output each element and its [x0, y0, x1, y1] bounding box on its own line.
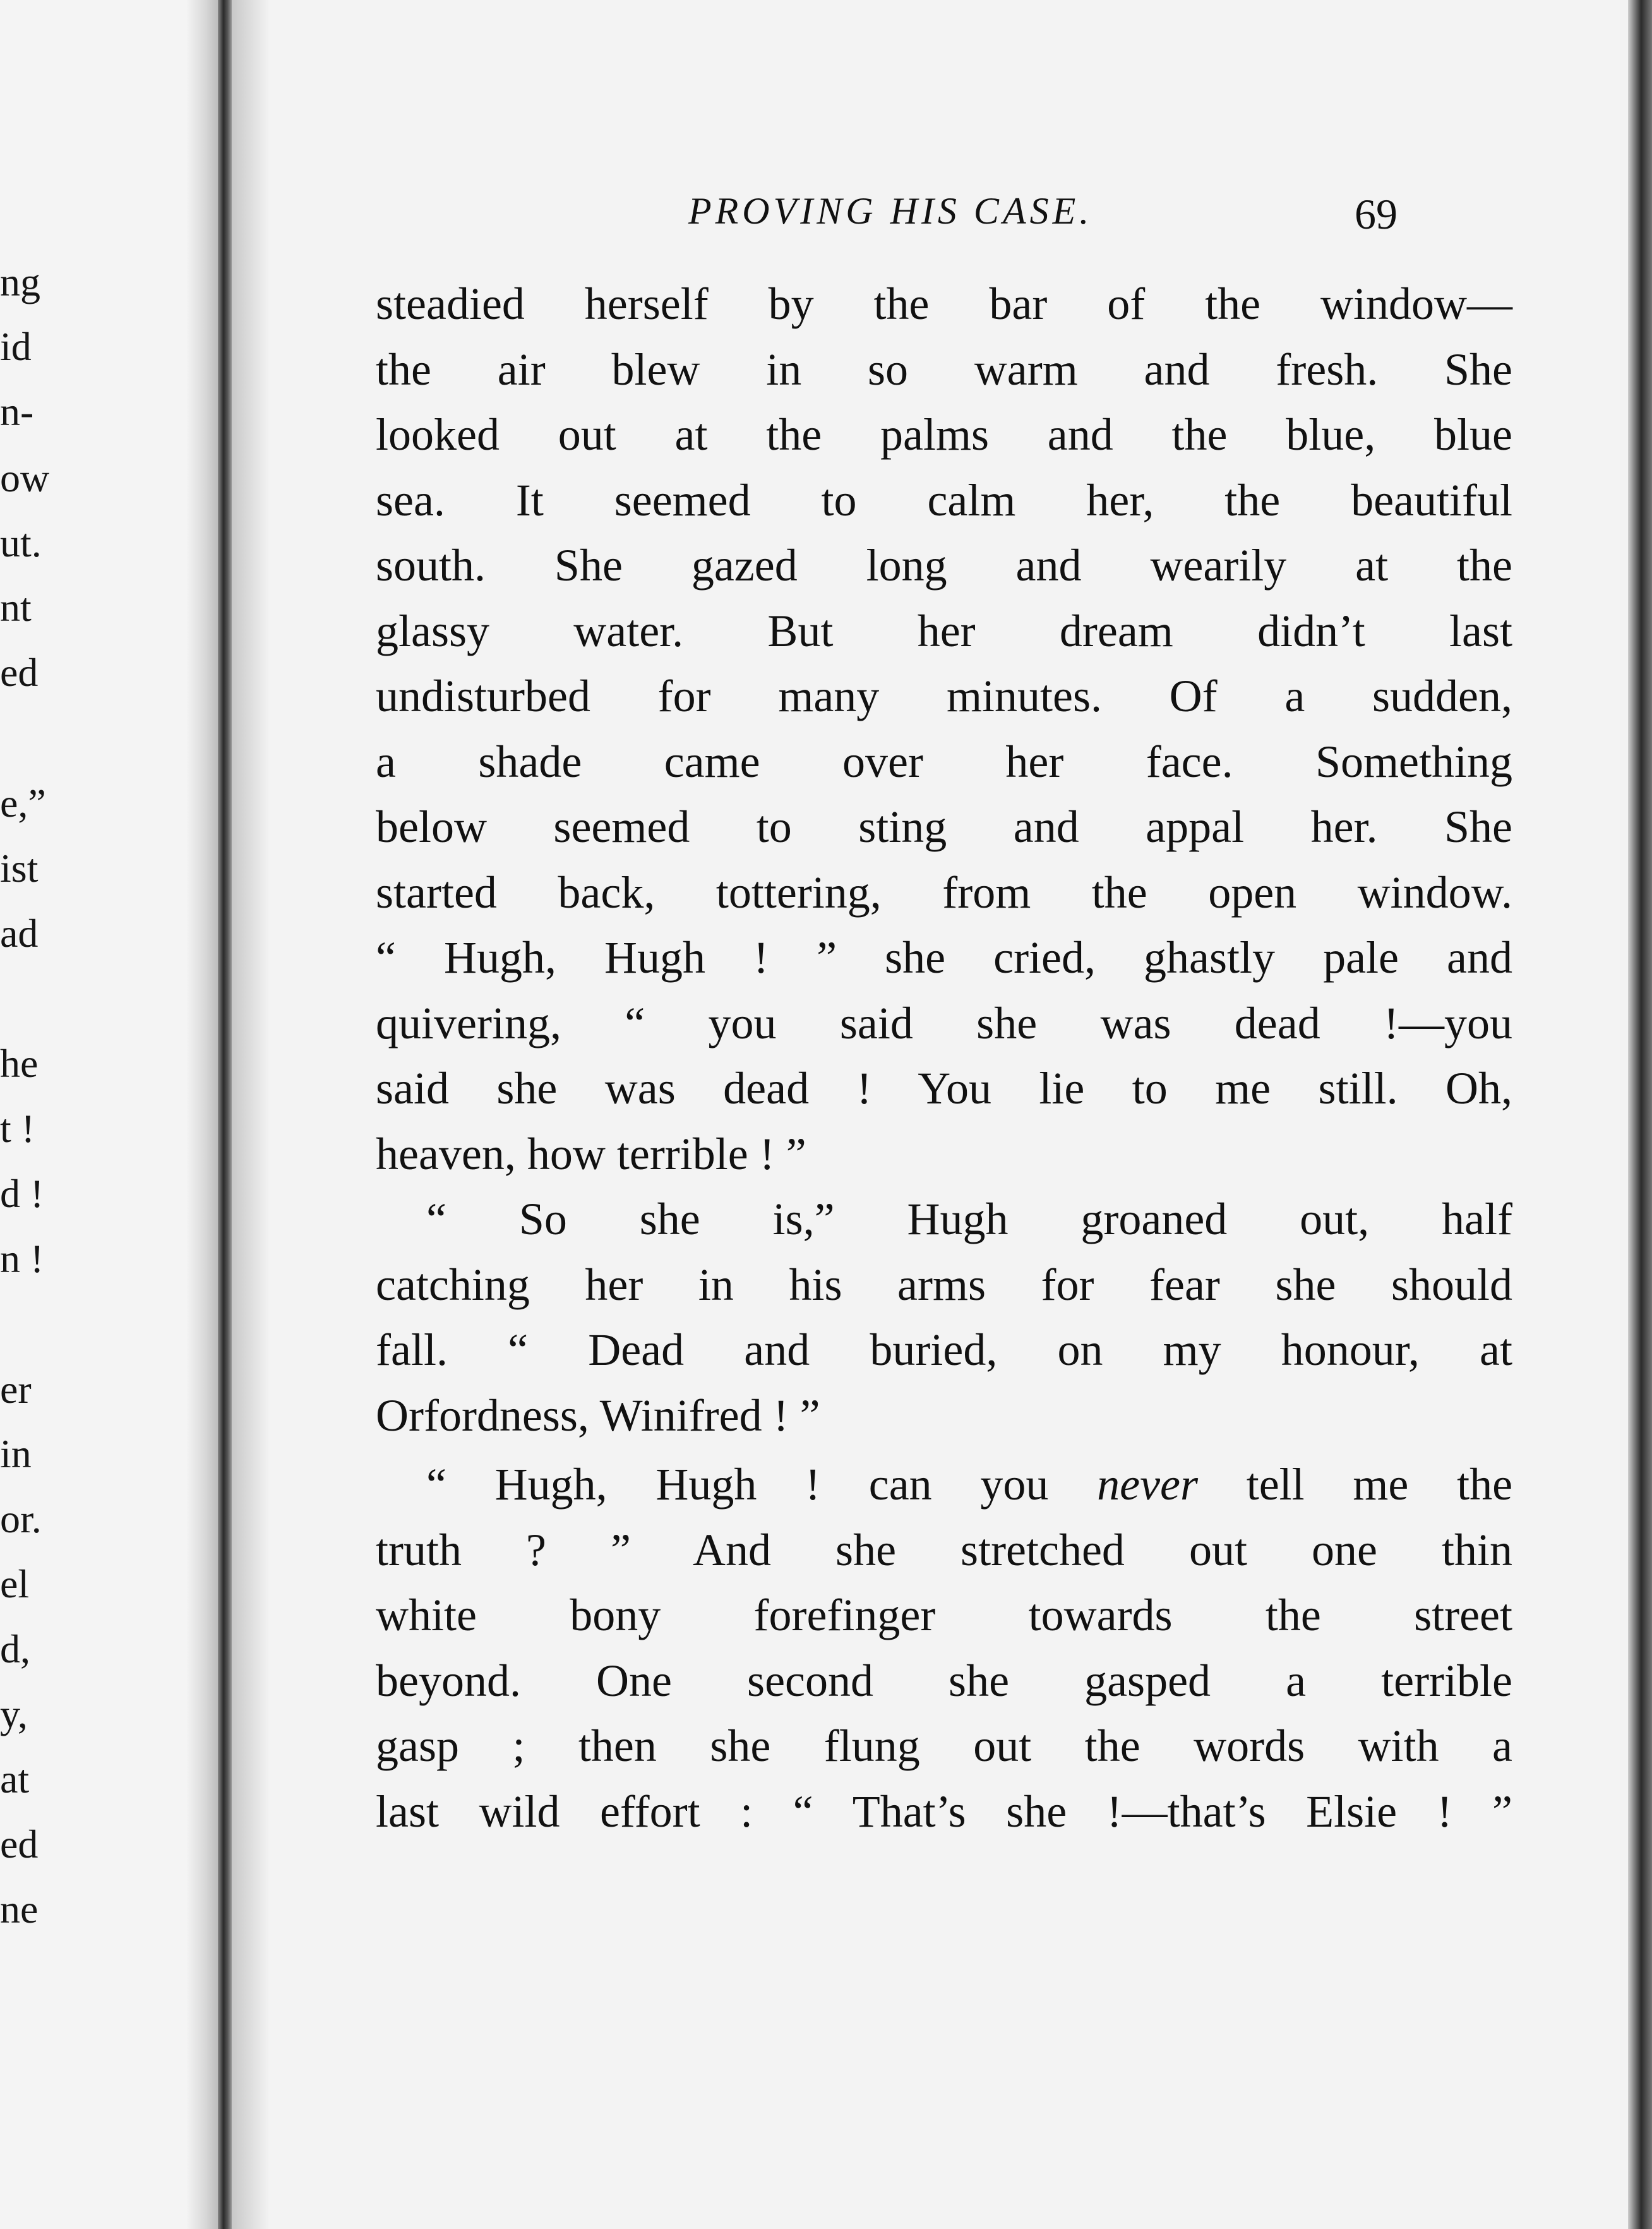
text-line: catching her in his arms for fear she should [376, 1259, 1512, 1310]
facing-line: ad [0, 911, 39, 956]
facing-line: ut. [0, 520, 42, 565]
facing-line: ne [0, 1887, 39, 1932]
text-line: said she was dead ! You lie to me still. Oh, [376, 1063, 1512, 1114]
facing-line: id [0, 324, 32, 369]
facing-line: y, [0, 1691, 28, 1736]
facing-line: in [0, 1431, 32, 1476]
text-run: tell me the [1246, 1459, 1513, 1510]
facing-line: n ! [0, 1236, 44, 1281]
facing-line: he [0, 1041, 39, 1086]
text-line: “ So she is,” Hugh groaned out, half [426, 1194, 1512, 1244]
emphasis: never [1097, 1459, 1198, 1510]
facing-line: ed [0, 650, 39, 695]
text-line: gasp ; then she flung out the words with a [376, 1721, 1512, 1771]
text-line: last wild effort : “ That’s she !—that’s Elsie ! ” [376, 1786, 1512, 1837]
text-line: white bony forefinger towards the street [376, 1590, 1512, 1640]
page-number: 69 [1355, 190, 1398, 238]
text-line: quivering, “ you said she was dead !—you [376, 997, 1512, 1048]
text-line: “ Hugh, Hugh ! ” she cried, ghastly pale and [376, 932, 1512, 983]
text-line: the air blew in so warm and fresh. She [376, 344, 1512, 395]
text-line: steadied herself by the bar of the window— [376, 279, 1512, 329]
facing-line: ist [0, 846, 39, 891]
facing-line: d ! [0, 1171, 44, 1216]
text-line: south. She gazed long and wearily at the [376, 540, 1512, 591]
page-body [376, 272, 1512, 1844]
binding-gutter [218, 0, 232, 2229]
facing-line: e,” [0, 781, 46, 826]
facing-line: d, [0, 1626, 30, 1671]
facing-line: or. [0, 1496, 42, 1541]
text-line: truth ? ” And she stretched out one thin [376, 1524, 1512, 1575]
text-line: heaven, how terrible ! ” [376, 1128, 806, 1179]
text-line: sea. It seemed to calm her, the beautiful [376, 474, 1512, 526]
facing-line: nt [0, 585, 32, 630]
text-line: undisturbed for many minutes. Of a sudden, [376, 671, 1512, 721]
text-line: Orfordness, Winifred ! ” [376, 1390, 820, 1441]
text-line: beyond. One second she gasped a terrible [376, 1655, 1512, 1706]
facing-line: er [0, 1367, 32, 1412]
binding-fade [232, 0, 270, 2229]
text-line: a shade came over her face. Something [376, 736, 1512, 787]
facing-line: t ! [0, 1106, 35, 1151]
page-edge [1628, 0, 1652, 2229]
facing-line: ow [0, 455, 50, 500]
facing-line: ng [0, 260, 40, 304]
book-page [272, 0, 1628, 2229]
running-head: PROVING HIS CASE. [688, 190, 1093, 232]
text-line [376, 1452, 1512, 1518]
text-line: looked out at the palms and the blue, blue [376, 409, 1512, 460]
facing-line: ed [0, 1822, 39, 1866]
text-run: “ Hugh, Hugh ! can you [426, 1459, 1049, 1510]
binding-shadow [186, 0, 218, 2229]
text-line: started back, tottering, from the open window. [376, 867, 1512, 918]
text-line: fall. “ Dead and buried, on my honour, at [376, 1325, 1512, 1375]
text-line: glassy water. But her dream didn’t last [376, 605, 1512, 656]
facing-page-fragment [0, 0, 208, 2229]
text-line: below seemed to sting and appal her. She [376, 802, 1512, 852]
facing-line: el [0, 1561, 30, 1606]
facing-line: at [0, 1757, 30, 1801]
facing-line: n- [0, 389, 34, 434]
